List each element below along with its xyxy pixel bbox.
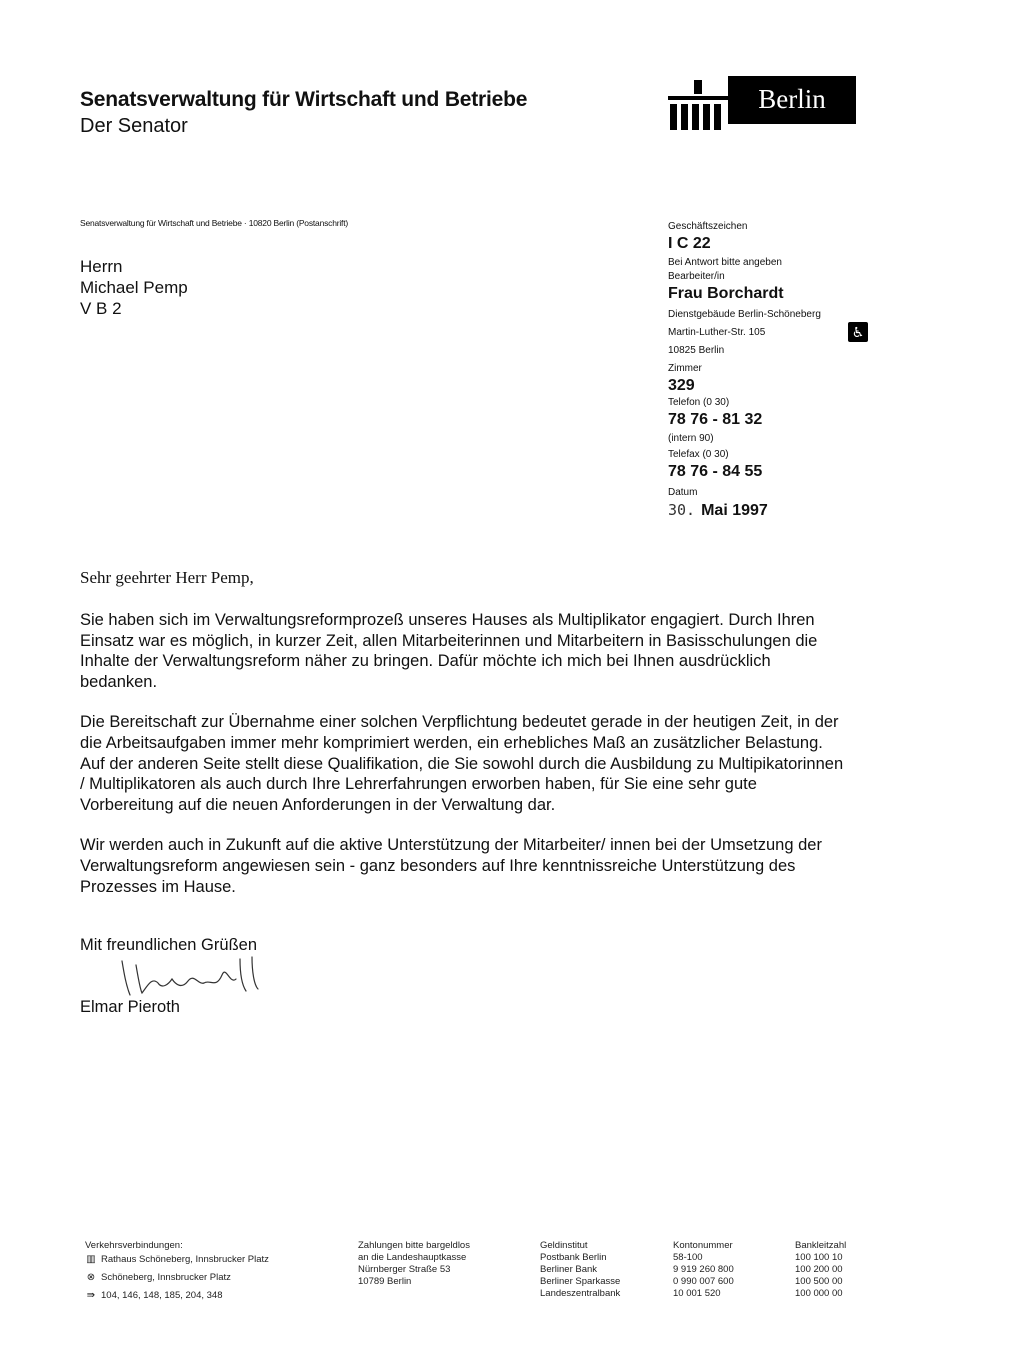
handwritten-signature [112, 955, 272, 1001]
account-number: 58-100 [673, 1252, 703, 1263]
fax-label: Telefax (0 30) [668, 449, 729, 460]
letter-body [80, 610, 850, 917]
paragraph: Sie haben sich im Verwaltungsreformprozeß unseres Hauses als Multiplikator engagiert. Durch Ihren Einsatz war es möglich, in kurzer Zeit, allen Mitarbeiterinnen und Mitarbeitern in Basisschulungen die Inhalte der Verwaltungsreform näher zu bringen. Dafür möchte ich mich bei Ihnen ausdrücklich bedanken. [80, 611, 818, 691]
bank-code: 100 100 10 [795, 1252, 843, 1263]
date-value: Mai 1997 [701, 502, 768, 519]
bank-name: Berliner Bank [540, 1264, 598, 1275]
footer-account-number [673, 1240, 734, 1300]
account-header: Kontonummer [673, 1240, 733, 1251]
transport-text: Schöneberg, Innsbrucker Platz [101, 1272, 231, 1283]
office-city: 10825 Berlin [668, 345, 725, 356]
payment-line: Nürnberger Straße 53 [358, 1264, 451, 1275]
bank-code: 100 000 00 [795, 1288, 843, 1299]
paragraph: Wir werden auch in Zukunft auf die aktive Unterstützung der Mitarbeiter/ innen bei der Umsetzung der Verwaltungsreform angewiesen sein - ganz besonders auf Ihre kenntnissreiche Unterstützung des Prozesses im Hause. [80, 836, 822, 896]
payment-line: Zahlungen bitte bargeldlos [358, 1240, 470, 1251]
account-number: 0 990 007 600 [673, 1276, 734, 1287]
recipient-address [80, 256, 188, 319]
bank-code-header: Bankleitzahl [795, 1240, 847, 1251]
return-address: Senatsverwaltung für Wirtschaft und Betriebe · 10820 Berlin (Postanschrift) [80, 218, 348, 228]
reference-label: Geschäftszeichen [668, 221, 748, 232]
bank-code: 100 500 00 [795, 1276, 843, 1287]
date-row [668, 500, 878, 521]
footer-bank-institute [540, 1240, 620, 1300]
transport-line [85, 1290, 269, 1302]
u-bahn-icon: ▥ [86, 1254, 96, 1265]
wheelchair-icon: ♿ [848, 322, 868, 342]
letter-salutation: Sehr geehrter Herr Pemp, [80, 568, 254, 587]
organization-subtitle: Der Senator [80, 115, 188, 137]
footer-bank-code [795, 1240, 846, 1300]
recipient-unit: V B 2 [80, 299, 122, 318]
office-building: Dienstgebäude Berlin-Schöneberg [668, 309, 821, 320]
bank-header: Geldinstitut [540, 1240, 588, 1251]
transport-text: 104, 146, 148, 185, 204, 348 [101, 1290, 223, 1301]
transport-line [85, 1254, 269, 1266]
phone-value: 78 76 - 81 32 [668, 411, 763, 428]
bank-name: Postbank Berlin [540, 1252, 607, 1263]
bus-icon: ⇛ [86, 1290, 96, 1301]
office-street: Martin-Luther-Str. 105 [668, 327, 766, 338]
reference-value: I C 22 [668, 235, 711, 252]
transport-line [85, 1272, 269, 1284]
room-value: 329 [668, 377, 695, 394]
letter-closing: Mit freundlichen Grüßen [80, 936, 257, 954]
bank-code: 100 200 00 [795, 1264, 843, 1275]
recipient-salutation-line: Herrn [80, 257, 123, 276]
bank-name: Landeszentralbank [540, 1288, 621, 1299]
footer-transport [85, 1240, 269, 1302]
account-number: 10 001 520 [673, 1288, 721, 1299]
payment-line: 10789 Berlin [358, 1276, 412, 1287]
s-bahn-icon: ⊗ [86, 1272, 96, 1283]
reference-note: Bei Antwort bitte angeben [668, 257, 782, 268]
phone-note: (intern 90) [668, 433, 714, 444]
fax-value: 78 76 - 84 55 [668, 463, 763, 480]
room-label: Zimmer [668, 363, 702, 374]
berlin-logo [668, 76, 856, 132]
payment-line: an die Landeshauptkasse [358, 1252, 467, 1263]
date-day-handwritten: 30. [668, 501, 696, 519]
logo-text: Berlin [758, 84, 826, 114]
transport-text: Rathaus Schöneberg, Innsbrucker Platz [101, 1254, 269, 1265]
paragraph: Die Bereitschaft zur Übernahme einer solchen Verpflichtung bedeutet gerade in der heutigen Zeit, in der die Arbeitsaufgaben immer mehr komprimiert werden, ein erhebliches Maß an zusätzlicher Belastung. Auf der anderen Seite stellt diese Qualifikation, die Sie sowohl durch die Ausbildung zu Multipikatorinnen / Multiplikatoren als auch durch Ihre Lehrerfahrungen erworben haben, für Sie eine sehr gute Vorbereitung auf die neuen Anforderungen in der Verwaltung dar. [80, 713, 844, 814]
phone-label: Telefon (0 30) [668, 397, 730, 408]
bank-name: Berliner Sparkasse [540, 1276, 621, 1287]
footer-payment [358, 1240, 470, 1288]
transport-label: Verkehrsverbindungen: [85, 1240, 183, 1251]
account-number: 9 919 260 800 [673, 1264, 734, 1275]
signer-name: Elmar Pieroth [80, 998, 180, 1016]
recipient-name: Michael Pemp [80, 278, 188, 297]
date-label: Datum [668, 487, 698, 498]
office-street-row [668, 326, 878, 340]
sender-info-column [668, 220, 878, 521]
clerk-label: Bearbeiter/in [668, 271, 725, 282]
clerk-value: Frau Borchardt [668, 285, 784, 302]
organization-name: Senatsverwaltung für Wirtschaft und Betriebe [80, 88, 528, 111]
